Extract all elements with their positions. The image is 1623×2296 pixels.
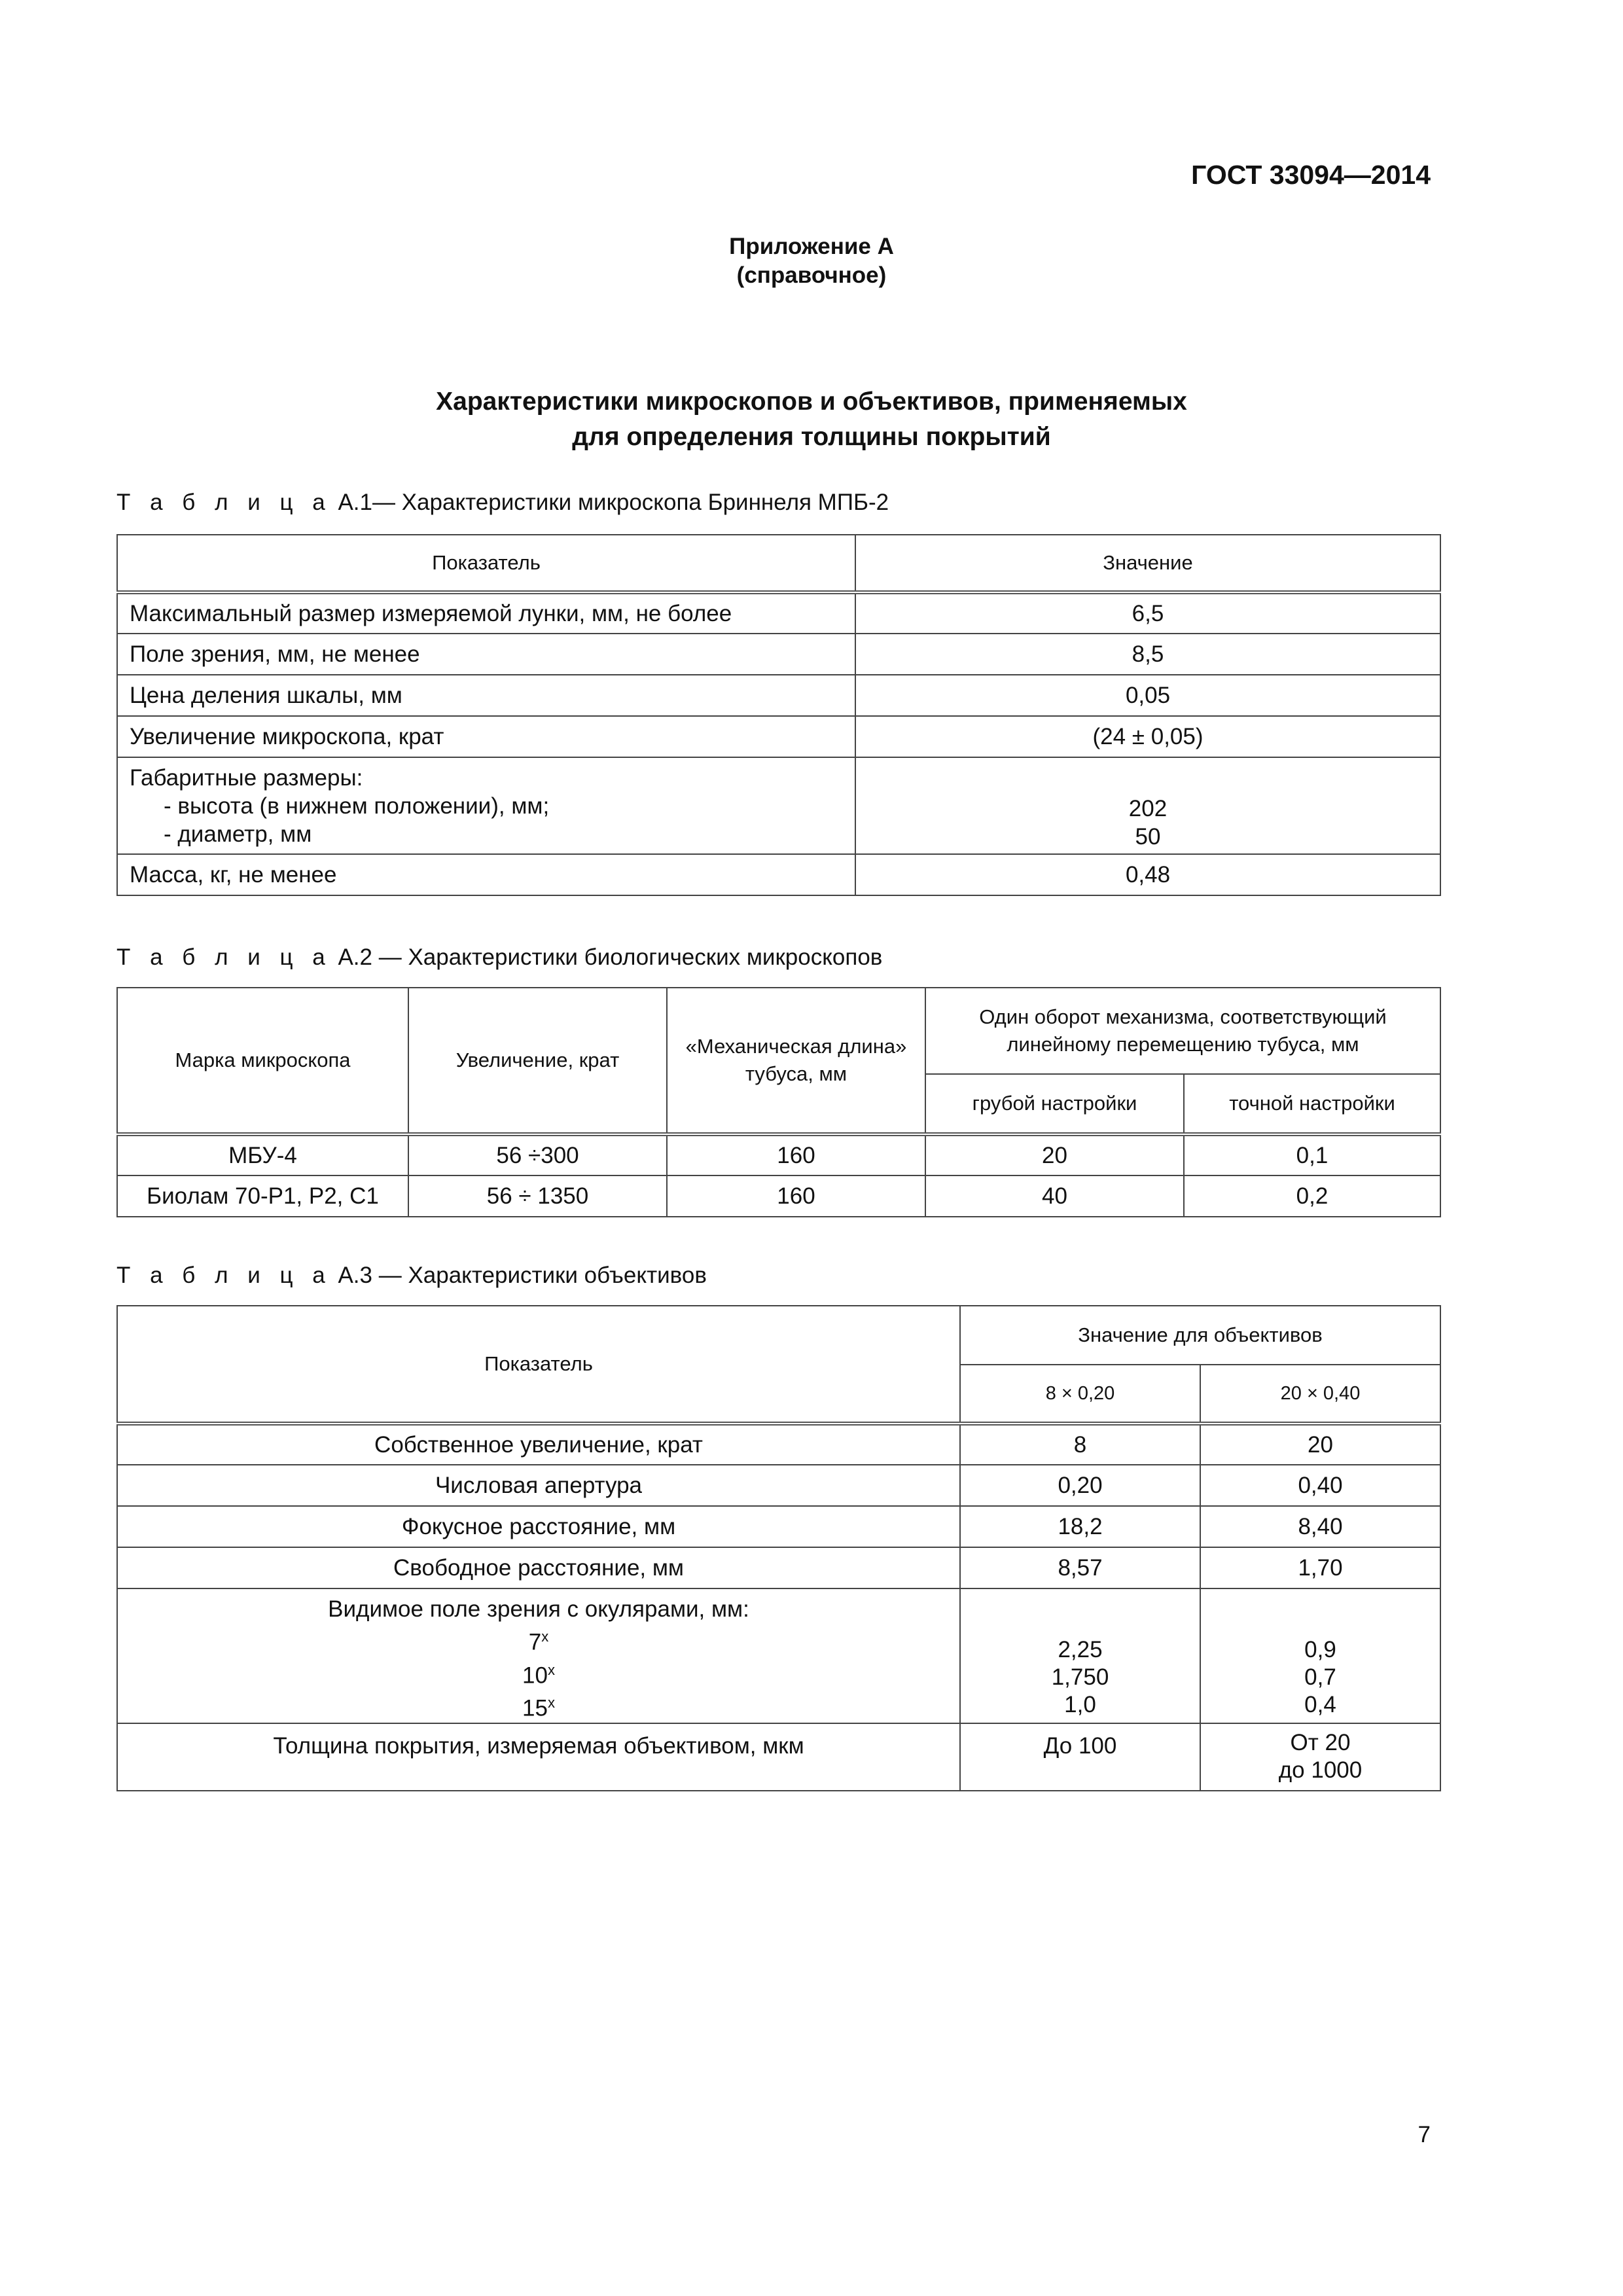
table3-caption-prefix: Т а б л и ц а xyxy=(116,1263,332,1288)
table1-dims-title: Габаритные размеры: xyxy=(130,764,363,791)
table3-value1: 8,57 xyxy=(960,1547,1200,1588)
table-row xyxy=(117,1175,1440,1217)
table1-caption xyxy=(116,490,889,516)
table1-param: Поле зрения, мм, не менее xyxy=(117,634,855,675)
table-a2 xyxy=(116,987,1441,1217)
page-number: 7 xyxy=(1418,2122,1431,2147)
table1-param: Максимальный размер измеряемой лунки, мм, не более xyxy=(117,592,855,634)
table3-thickness-value1: До 100 xyxy=(960,1723,1200,1791)
table3-value1: 0,20 xyxy=(960,1465,1200,1506)
appendix-title: Приложение А xyxy=(729,234,894,259)
table1-param: Увеличение микроскопа, крат xyxy=(117,716,855,757)
table3-header-obj2: 20 × 0,40 xyxy=(1200,1365,1440,1424)
table3-param: Свободное расстояние, мм xyxy=(117,1547,960,1588)
table3-thickness-line2: до 1000 xyxy=(1278,1757,1363,1783)
table3-header-obj1: 8 × 0,20 xyxy=(960,1365,1200,1424)
table1-dims-height-value: 202 xyxy=(1128,796,1168,821)
table-row xyxy=(117,1465,1440,1506)
table1-caption-text: А.1— Характеристики микроскопа Бриннеля МПБ-2 xyxy=(331,490,889,515)
ocular-7-value: 7 xyxy=(528,1629,542,1655)
table-row xyxy=(117,1588,1440,1723)
ocular-sup: х xyxy=(547,1695,555,1712)
table3-field-value: 2,25 xyxy=(1058,1636,1103,1662)
ocular-10-value: 10 xyxy=(522,1662,548,1689)
table-row xyxy=(117,1723,1440,1791)
table-row xyxy=(117,592,1440,634)
table2-fine: 0,2 xyxy=(1184,1175,1440,1217)
table3-header-row xyxy=(117,1306,1440,1365)
table1-value: 0,05 xyxy=(855,675,1440,716)
ocular-sup: х xyxy=(547,1661,555,1678)
table-row xyxy=(117,1547,1440,1588)
document-code: ГОСТ 33094—2014 xyxy=(1191,160,1431,190)
table3-field-value: 1,0 xyxy=(1064,1691,1096,1717)
table2-tube-length: 160 xyxy=(667,1134,925,1175)
table1-caption-prefix: Т а б л и ц а xyxy=(116,490,332,515)
table-row xyxy=(117,675,1440,716)
section-title-line2: для определения толщины покрытий xyxy=(572,423,1051,451)
table3-param: Числовая апертура xyxy=(117,1465,960,1506)
table-row xyxy=(117,1424,1440,1465)
table3-field-value: 0,4 xyxy=(1304,1691,1336,1717)
table-row xyxy=(117,634,1440,675)
table3-field-values1 xyxy=(960,1588,1200,1723)
table3-caption-text: А.3 — Характеристики объективов xyxy=(331,1263,707,1288)
table2-header-row xyxy=(117,988,1440,1074)
table2-magnification: 56 ÷ 1350 xyxy=(408,1175,667,1217)
table3-field-title: Видимое поле зрения с окулярами, мм: xyxy=(328,1596,749,1622)
table2-brand: МБУ-4 xyxy=(117,1134,408,1175)
section-title-line1: Характеристики микроскопов и объективов, применяемых xyxy=(436,387,1187,416)
table2-fine: 0,1 xyxy=(1184,1134,1440,1175)
table1-param: Цена деления шкалы, мм xyxy=(117,675,855,716)
table3-thickness-line1: От 20 xyxy=(1290,1729,1351,1755)
table1-value: 0,48 xyxy=(855,854,1440,895)
table-row xyxy=(117,1506,1440,1547)
table1-dims-values xyxy=(855,757,1440,854)
table1-param: Масса, кг, не менее xyxy=(117,854,855,895)
table3-param: Собственное увеличение, крат xyxy=(117,1424,960,1465)
table1-header-row xyxy=(117,535,1440,592)
table3-field-value: 0,7 xyxy=(1304,1664,1336,1690)
table1-header-value: Значение xyxy=(855,535,1440,592)
table2-tube-length: 160 xyxy=(667,1175,925,1217)
table2-coarse: 40 xyxy=(925,1175,1184,1217)
table2-coarse: 20 xyxy=(925,1134,1184,1175)
table2-header-tube-length: «Механическая длина» тубуса, мм xyxy=(667,988,925,1134)
table3-value2: 20 xyxy=(1200,1424,1440,1465)
table3-caption xyxy=(116,1263,707,1289)
table-row xyxy=(117,757,1440,854)
table2-caption-text: А.2 — Характеристики биологических микроскопов xyxy=(331,944,883,970)
table2-caption-prefix: Т а б л и ц а xyxy=(116,944,332,970)
ocular-sup: х xyxy=(541,1628,549,1645)
table3-field-value: 0,9 xyxy=(1304,1636,1336,1662)
table-row xyxy=(117,1134,1440,1175)
ocular-15-value: 15 xyxy=(522,1695,548,1721)
table1-value: 6,5 xyxy=(855,592,1440,634)
table3-param: Фокусное расстояние, мм xyxy=(117,1506,960,1547)
appendix-subtitle: (справочное) xyxy=(736,262,887,288)
table3-field-values2 xyxy=(1200,1588,1440,1723)
table-row xyxy=(117,716,1440,757)
table3-field-value: 1,750 xyxy=(1051,1664,1109,1690)
table1-dims-height-label: - высота (в нижнем положении), мм; xyxy=(164,793,550,819)
table3-header-param: Показатель xyxy=(117,1306,960,1424)
table3-value2: 0,40 xyxy=(1200,1465,1440,1506)
table-row xyxy=(117,854,1440,895)
table2-header-fine: точной настройки xyxy=(1184,1074,1440,1134)
appendix-heading xyxy=(0,232,1623,290)
table2-header-brand: Марка микроскопа xyxy=(117,988,408,1134)
table3-value2: 1,70 xyxy=(1200,1547,1440,1588)
table1-dims-diameter-label: - диаметр, мм xyxy=(164,821,312,847)
table1-dims-param xyxy=(117,757,855,854)
table1-header-param: Показатель xyxy=(117,535,855,592)
table3-header-values-for: Значение для объективов xyxy=(960,1306,1440,1365)
table1-dims-diameter-value: 50 xyxy=(1135,824,1161,850)
table2-caption xyxy=(116,944,882,971)
table2-magnification: 56 ÷300 xyxy=(408,1134,667,1175)
table-a1 xyxy=(116,534,1441,896)
table3-field-param xyxy=(117,1588,960,1723)
table2-header-coarse: грубой настройки xyxy=(925,1074,1184,1134)
table3-thickness-param: Толщина покрытия, измеряемая объективом, мкм xyxy=(117,1723,960,1791)
table3-ocular-10 xyxy=(130,1657,948,1690)
table2-brand: Биолам 70-Р1, Р2, С1 xyxy=(117,1175,408,1217)
table1-value: 8,5 xyxy=(855,634,1440,675)
table3-ocular-15 xyxy=(130,1689,948,1723)
table3-value1: 8 xyxy=(960,1424,1200,1465)
table2-header-magnification: Увеличение, крат xyxy=(408,988,667,1134)
table3-thickness-value2 xyxy=(1200,1723,1440,1791)
table-a3 xyxy=(116,1305,1441,1791)
table3-value2: 8,40 xyxy=(1200,1506,1440,1547)
table3-value1: 18,2 xyxy=(960,1506,1200,1547)
table2-header-one-turn: Один оборот механизма, соответствующий линейному перемещению тубуса, мм xyxy=(925,988,1440,1074)
table1-value: (24 ± 0,05) xyxy=(855,716,1440,757)
section-title xyxy=(0,384,1623,455)
table3-ocular-7 xyxy=(130,1623,948,1657)
